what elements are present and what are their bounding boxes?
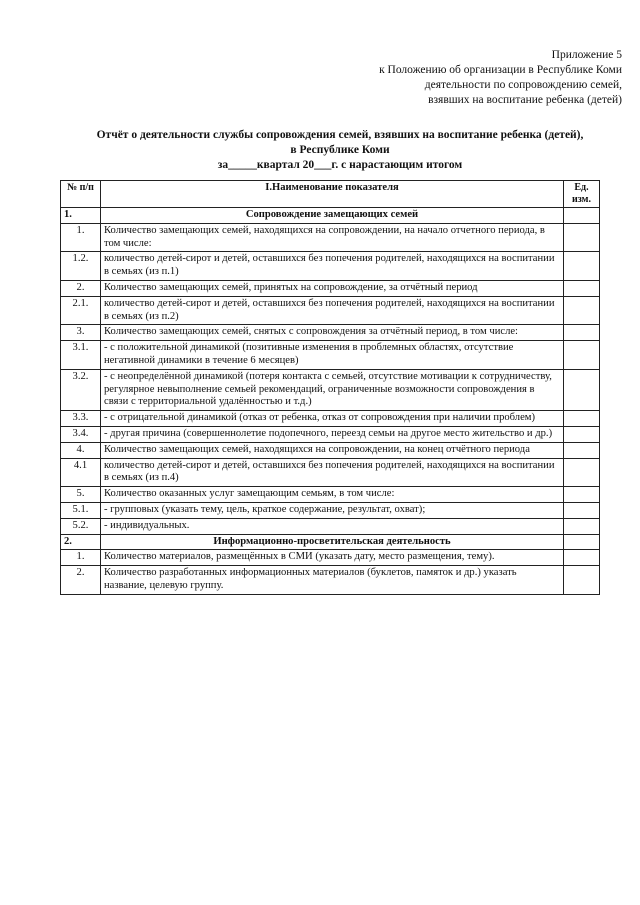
indicator-name: Количество оказанных услуг замещающим семьям, в том числе: [101, 487, 564, 503]
table-row [61, 223, 600, 252]
report-title [60, 128, 620, 173]
table-row [61, 280, 600, 296]
row-number: 5.1. [61, 502, 101, 518]
table-row [61, 442, 600, 458]
row-number: 3.4. [61, 426, 101, 442]
row-number: 2. [61, 566, 101, 595]
unit-cell [564, 426, 600, 442]
indicator-name: - с положительной динамикой (позитивные изменения в проблемных областях, отсутствие негативной динамики в течение 6 месяцев) [101, 341, 564, 370]
unit-cell [564, 369, 600, 410]
unit-cell [564, 341, 600, 370]
unit-cell [564, 296, 600, 325]
row-number: 2.1. [61, 296, 101, 325]
unit-cell [564, 325, 600, 341]
row-number: 3.1. [61, 341, 101, 370]
indicator-name: - индивидуальных. [101, 518, 564, 534]
indicator-name: Количество материалов, размещённых в СМИ (указать дату, место размещения, тему). [101, 550, 564, 566]
table-row [61, 341, 600, 370]
appendix-line: взявших на воспитание ребенка (детей) [428, 94, 622, 106]
appendix-note [262, 48, 622, 108]
indicator-name: - групповых (указать тему, цель, краткое содержание, результат, охват); [101, 502, 564, 518]
table-row [61, 458, 600, 487]
appendix-line: деятельности по сопровождению семей, [424, 79, 622, 91]
table-row [61, 411, 600, 427]
unit-cell [564, 566, 600, 595]
indicator-name: количество детей-сирот и детей, оставшихся без попечения родителей, находящихся на воспитании в семьях (из п.1) [101, 252, 564, 281]
indicator-name: - другая причина (совершеннолетие подопечного, переезд семьи на другое место жительство и др.) [101, 426, 564, 442]
unit-cell [564, 208, 600, 224]
unit-cell [564, 458, 600, 487]
row-number: 5.2. [61, 518, 101, 534]
table-row [61, 325, 600, 341]
indicator-name: Количество разработанных информационных материалов (буклетов, памяток и др.) указать название, целевую группу. [101, 566, 564, 595]
row-number: 1.2. [61, 252, 101, 281]
table-row [61, 566, 600, 595]
section-number: 1. [61, 208, 101, 224]
row-number: 4.1 [61, 458, 101, 487]
unit-cell [564, 502, 600, 518]
table-row [61, 296, 600, 325]
report-title-line: в Республике Коми [290, 144, 390, 156]
indicator-name: количество детей-сирот и детей, оставшихся без попечения родителей, находящихся на воспитании в семьях (из п.4) [101, 458, 564, 487]
section-title: Сопровождение замещающих семей [101, 208, 564, 224]
unit-cell [564, 252, 600, 281]
table-row [61, 369, 600, 410]
unit-cell [564, 280, 600, 296]
unit-cell [564, 223, 600, 252]
indicator-name: Количество замещающих семей, находящихся на сопровождении, на конец отчётного периода [101, 442, 564, 458]
appendix-line: Приложение 5 [551, 49, 622, 61]
report-title-line: Отчёт о деятельности службы сопровождения семей, взявших на воспитание ребенка (детей), [96, 129, 584, 141]
indicator-name: Количество замещающих семей, принятых на сопровождение, за отчётный период [101, 280, 564, 296]
row-number: 5. [61, 487, 101, 503]
table-row [61, 426, 600, 442]
table-header-row [61, 181, 600, 208]
unit-cell [564, 442, 600, 458]
indicator-name: - с неопределённой динамикой (потеря контакта с семьей, отсутствие мотивации к сотрудничеству, регулярное невыполнение семьей рекомендаций, ограниченные возможности сопровождения в связи с территориальной удалённостью и т.д.) [101, 369, 564, 410]
indicator-name: количество детей-сирот и детей, оставшихся без попечения родителей, находящихся на воспитании в семьях (из п.2) [101, 296, 564, 325]
unit-cell [564, 534, 600, 550]
row-number: 2. [61, 280, 101, 296]
unit-cell [564, 518, 600, 534]
report-table [60, 180, 600, 595]
unit-cell [564, 550, 600, 566]
unit-cell [564, 411, 600, 427]
table-row [61, 252, 600, 281]
row-number: 3.2. [61, 369, 101, 410]
section-row [61, 208, 600, 224]
row-number: 3.3. [61, 411, 101, 427]
table-row [61, 518, 600, 534]
header-unit: Ед. изм. [564, 181, 600, 208]
header-name: I.Наименование показателя [101, 181, 564, 208]
row-number: 1. [61, 550, 101, 566]
table-row [61, 487, 600, 503]
section-title: Информационно-просветительская деятельность [101, 534, 564, 550]
appendix-line: к Положению об организации в Республике Коми [379, 64, 622, 76]
indicator-name: Количество замещающих семей, снятых с сопровождения за отчётный период, в том числе: [101, 325, 564, 341]
row-number: 1. [61, 223, 101, 252]
row-number: 3. [61, 325, 101, 341]
indicator-name: Количество замещающих семей, находящихся на сопровождении, на начало отчетного периода, в том числе: [101, 223, 564, 252]
unit-cell [564, 487, 600, 503]
report-period-line: за_____квартал 20___г. с нарастающим итогом [217, 159, 463, 171]
table-row [61, 550, 600, 566]
row-number: 4. [61, 442, 101, 458]
table-row [61, 502, 600, 518]
section-row [61, 534, 600, 550]
indicator-name: - с отрицательной динамикой (отказ от ребенка, отказ от сопровождения при наличии проблем) [101, 411, 564, 427]
section-number: 2. [61, 534, 101, 550]
header-num: № п/п [61, 181, 101, 208]
